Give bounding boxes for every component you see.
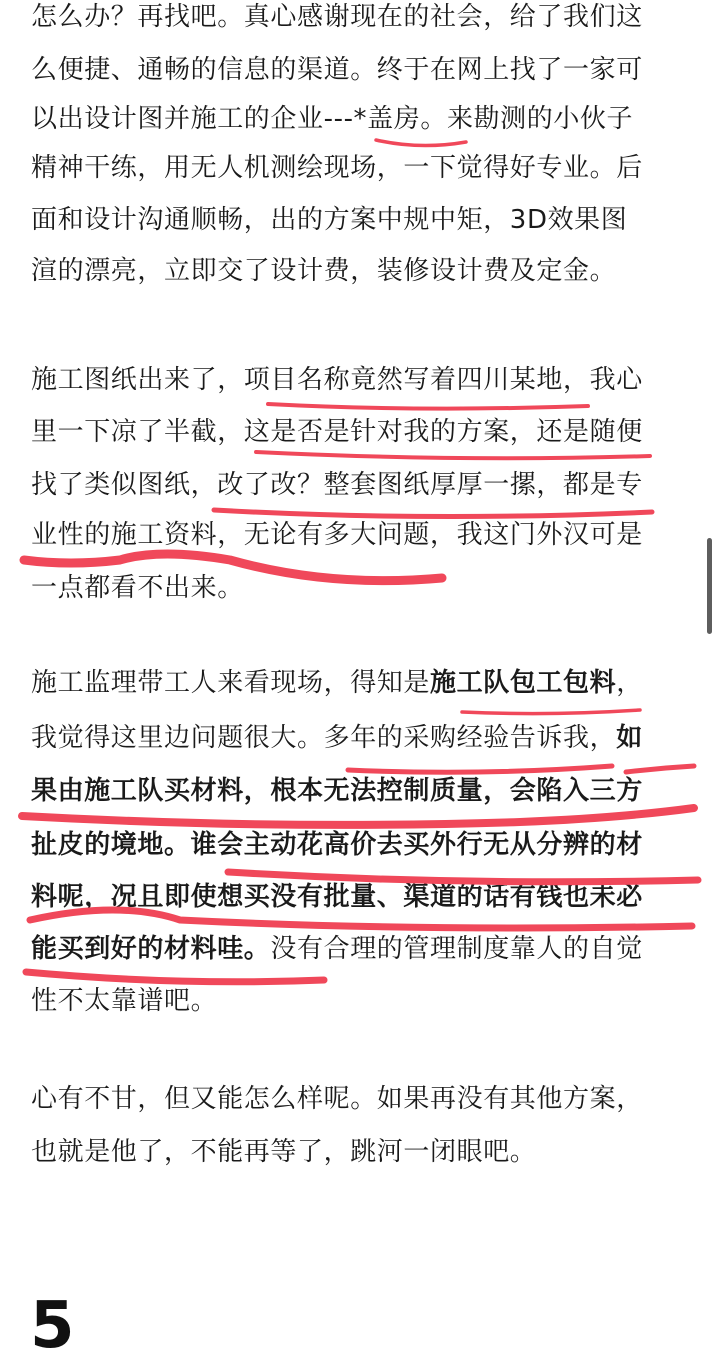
paragraph-line — [31, 934, 643, 964]
text-span: 业性的施工资料，无论有多大问题，我这门外汉可是 — [31, 520, 643, 550]
paragraph-line — [31, 256, 616, 286]
text-span: 没有合理的管理制度靠人的自觉 — [270, 934, 643, 964]
bold-text: 施工队包工包料 — [430, 668, 617, 698]
bold-text: 如 — [616, 723, 643, 753]
section-number: 5 — [30, 1289, 75, 1363]
paragraph-line — [31, 723, 643, 753]
paragraph-line — [31, 470, 643, 500]
underline-quality-control — [22, 808, 694, 825]
text-span: 渲的漂亮，立即交了设计费，装修设计费及定金。 — [31, 256, 617, 286]
paragraph-line — [31, 520, 643, 550]
underline-contractor-materials — [462, 710, 640, 714]
bold-text: 果由施工队买材料，根本无法控制质量，会陷入三方 — [31, 776, 643, 806]
bold-text: 扯皮的境地。谁会主动花高价去买外行无从分辨的材 — [31, 830, 643, 860]
paragraph-line — [31, 104, 633, 134]
underline-project-name — [268, 404, 588, 409]
paragraph-line — [31, 668, 643, 698]
paragraph-line — [31, 205, 627, 235]
text-span: 精神干练，用无人机测绘现场，一下觉得好专业。后 — [31, 153, 643, 183]
text-span: 面和设计沟通顺畅，出的方案中规中矩，3D效果图 — [31, 205, 628, 235]
text-span: 我觉得这里边问题很大。多年的采购经验告诉我， — [31, 723, 617, 753]
paragraph-line — [31, 882, 643, 912]
text-span: ， — [616, 668, 643, 698]
underline-scheme-doubt — [256, 452, 650, 458]
paragraph-line — [31, 830, 643, 860]
underline-gaifang — [376, 140, 466, 146]
bold-text: 能买到好的材料哇。 — [31, 934, 271, 964]
text-span: 心有不甘，但又能怎么样呢。如果再没有其他方案， — [31, 1084, 643, 1114]
paragraph-line — [31, 573, 244, 603]
paragraph-line — [31, 153, 643, 183]
underline-bulk-channel — [30, 910, 692, 928]
underline-pay-more — [228, 872, 698, 882]
text-span: 施工图纸出来了，项目名称竟然写着四川某地，我心 — [31, 365, 643, 395]
text-span: 施工监理带工人来看现场，得知是 — [31, 668, 431, 698]
text-span: 性不太靠谱吧。 — [31, 986, 218, 1016]
paragraph-line — [31, 986, 217, 1016]
text-span: 找了类似图纸，改了改？整套图纸厚厚一摞，都是专 — [31, 470, 643, 500]
bold-text: 料呢，况且即使想买没有批量、渠道的话有钱也未必 — [31, 882, 643, 912]
paragraph-line — [31, 1137, 536, 1167]
text-span: 怎么办？再找吧。真心感谢现在的社会，给了我们这 — [31, 2, 643, 32]
paragraph-line — [31, 55, 643, 85]
underline-good-materials — [26, 972, 324, 982]
underline-drawings — [214, 510, 652, 517]
paragraph-line — [31, 776, 643, 806]
text-span: 以出设计图并施工的企业---*盖房。来勘测的小伙子 — [31, 104, 634, 134]
text-span: 一点都看不出来。 — [31, 573, 244, 603]
scrollbar-thumb[interactable] — [707, 538, 712, 634]
text-span: 也就是他了，不能再等了，跳河一闭眼吧。 — [31, 1137, 537, 1167]
text-span: 么便捷、通畅的信息的渠道。终于在网上找了一家可 — [31, 55, 643, 85]
underline-experience — [348, 766, 694, 772]
paragraph-line — [31, 2, 643, 32]
text-span: 里一下凉了半截，这是否是针对我的方案，还是随便 — [31, 417, 643, 447]
paragraph-line — [31, 417, 643, 447]
paragraph-line — [31, 1084, 643, 1114]
paragraph-line — [31, 365, 643, 395]
